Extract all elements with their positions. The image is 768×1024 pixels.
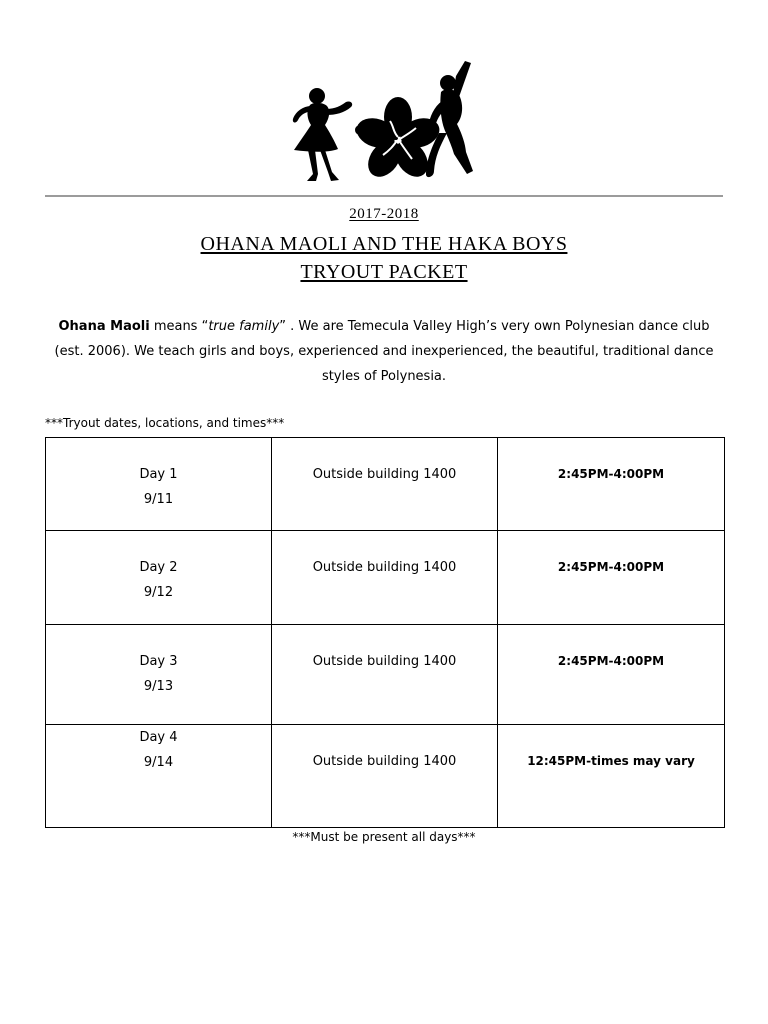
tryout-location: Outside building 1400 [312, 560, 457, 575]
tryout-date: 9/13 [143, 679, 174, 694]
tryout-time: 2:45PM-4:00PM [557, 560, 665, 574]
tryout-location: Outside building 1400 [312, 754, 457, 769]
schedule-row [46, 531, 725, 625]
tryout-time: 2:45PM-4:00PM [557, 654, 665, 668]
tryout-time: 2:45PM-4:00PM [557, 467, 665, 481]
hula-dancer-icon [293, 88, 352, 181]
tryout-day: Day 4 [139, 730, 178, 745]
tryout-location-cell [272, 625, 498, 725]
polynesian-dance-artwork [270, 58, 490, 188]
tryout-day-cell [46, 531, 272, 625]
tryout-time-cell [498, 531, 725, 625]
school-year-text: 2017-2018 [349, 206, 419, 222]
introduction-body: ” . We are Temecula Valley High’s very own Polynesian dance club (est. 2006). We teach girls and boys, experienced and inexperienced, the beautiful, traditional dance styles of Polynesia. [54, 319, 714, 384]
tryout-location: Outside building 1400 [312, 654, 457, 669]
tryout-day-cell [46, 438, 272, 531]
tryout-day-cell [46, 725, 272, 828]
tryout-location-cell [272, 725, 498, 828]
schedule-row [46, 725, 725, 828]
tryout-time: 12:45PM-times may vary [527, 754, 695, 768]
meaning-text: true family [208, 319, 280, 334]
schedule-heading: ***Tryout dates, locations, and times*** [45, 416, 285, 430]
tryout-date: 9/11 [143, 492, 174, 507]
tryout-day: Day 1 [139, 467, 178, 482]
tryout-schedule-table [45, 437, 725, 828]
document-title-text-2: TRYOUT PACKET [300, 261, 468, 283]
tryout-time-cell [498, 725, 725, 828]
document-title-text-1: OHANA MAOLI AND THE HAKA BOYS [200, 233, 568, 255]
club-introduction [50, 314, 718, 389]
tryout-time-cell [498, 625, 725, 725]
tryout-day: Day 2 [139, 560, 178, 575]
tryout-location: Outside building 1400 [312, 467, 457, 482]
tryout-time-cell [498, 438, 725, 531]
means-text: means “ [149, 319, 209, 334]
school-year [0, 206, 768, 223]
club-name: Ohana Maoli [58, 319, 150, 334]
haka-dancer-icon [426, 61, 473, 177]
tryout-day-cell [46, 625, 272, 725]
tryout-date: 9/14 [143, 755, 174, 770]
tryout-date: 9/12 [143, 585, 174, 600]
schedule-row [46, 625, 725, 725]
document-title-line-1 [0, 232, 768, 256]
attendance-requirement: ***Must be present all days*** [292, 830, 476, 844]
tryout-location-cell [272, 531, 498, 625]
schedule-row [46, 438, 725, 531]
document-title-line-2 [0, 260, 768, 284]
tryout-location-cell [272, 438, 498, 531]
tryout-day: Day 3 [139, 654, 178, 669]
header-divider [45, 195, 723, 197]
